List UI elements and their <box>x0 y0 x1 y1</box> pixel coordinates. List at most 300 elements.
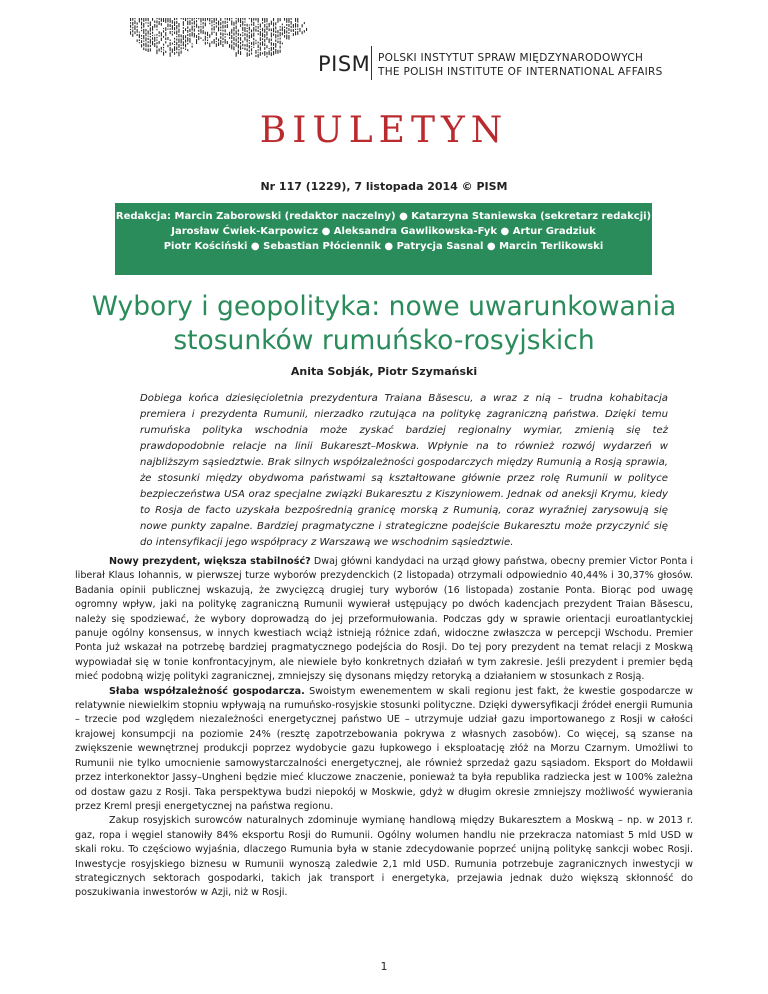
institute-name-pl: POLSKI INSTYTUT SPRAW MIĘDZYNARODOWYCH <box>378 52 644 64</box>
map-bar <box>192 43 193 44</box>
map-bar <box>137 26 138 28</box>
map-bar <box>154 24 155 28</box>
map-bar <box>280 46 281 49</box>
map-bar <box>238 29 239 31</box>
map-bar <box>214 24 215 25</box>
map-bar <box>192 32 193 37</box>
map-bar <box>262 52 263 54</box>
map-bar <box>284 35 285 37</box>
map-bar <box>172 43 173 45</box>
map-bar <box>185 40 186 43</box>
map-bar <box>167 45 168 47</box>
map-bar <box>242 18 243 20</box>
map-bar <box>222 38 223 41</box>
map-bar <box>161 51 162 52</box>
map-bar <box>297 18 298 23</box>
map-bar <box>288 24 289 27</box>
map-bar <box>275 49 276 54</box>
map-bar <box>242 35 243 37</box>
map-bar <box>282 32 283 35</box>
map-bar <box>295 23 296 28</box>
map-bar <box>161 38 162 41</box>
map-bar <box>130 22 131 24</box>
map-bar <box>249 42 250 44</box>
article-abstract: Dobiega końca dziesięcioletnia prezydentura Traiana Băsescu, a wraz z nią – trudna kohabitacja premiera i prezydenta Rumunii, nierzadko rzutująca na politykę zagraniczną państwa. Dzięki temu rumuńska polityka wschodnia może zyskać bardziej regionalny wymiar, zmienią się też prawdopodobnie relacje na linii Bukareszt–Moskwa. Wpłynie na to również rozwój wydarzeń w najbliższym sąsiedztwie. Brak silnych współzależności gospodarczych między Rumunią a Rosją sprawia, że stosunki między obydwoma państwami są kształtowane głównie przez rolę Rumunii w polityce bezpieczeństwa USA oraz specjalne związki Bukaresztu z Kiszyniowem. Jednak od aneksji Krymu, kiedy to Rosja de facto uzyskała bezpośrednią granicę morską z Rumunią, coraz wyraźniej zarysowują się nowe punkty zapalne. Bardziej pragmatyczne i strategiczne podejście Bukaresztu może przyczynić się do intensyfikacji jego współpracy z Warszawą we wschodnim sąsiedztwie. <box>140 393 668 548</box>
map-bar <box>227 22 228 24</box>
map-bar <box>181 35 182 38</box>
world-map-logo-icon <box>128 14 308 112</box>
map-bar <box>286 30 287 33</box>
map-bar <box>207 40 208 42</box>
map-bar <box>132 34 133 37</box>
map-bar <box>176 52 177 54</box>
map-bar <box>209 34 210 37</box>
map-bar <box>139 34 140 38</box>
map-bar <box>170 24 171 27</box>
map-bar <box>214 32 215 33</box>
map-bar <box>214 39 215 44</box>
map-bar <box>141 35 142 37</box>
map-bar <box>253 41 254 45</box>
map-bar <box>130 31 131 34</box>
map-bar <box>183 27 184 29</box>
map-bar <box>277 18 278 23</box>
map-bar <box>176 31 177 35</box>
map-bar <box>192 26 193 31</box>
map-bar <box>240 24 241 27</box>
map-bar <box>159 49 160 52</box>
map-bar <box>238 41 239 43</box>
map-bar <box>242 48 243 49</box>
map-bar <box>251 34 252 38</box>
map-bar <box>141 27 142 29</box>
map-bar <box>266 24 267 25</box>
map-bar <box>185 49 186 50</box>
map-bar <box>187 49 188 51</box>
map-bar <box>178 23 179 27</box>
map-bar <box>236 52 237 57</box>
paragraph-text: Zakup rosyjskich surowców naturalnych zdominuje wymianę handlową między Bukaresztem a Moskwą – np. w 2013 r. gaz, ropa i węgiel stanowiły 84% eksportu Rosji do Rumunii. Ogólny wolumen handlu nie przekracza natomiast 5 mld USD w skali roku. To częściowo wyjaśnia, dlaczego Rumunia była w stanie zdecydowanie poprzeć unijną politykę sankcji wobec Rosji. Inwestycje rosyjskiego biznesu w Rumunii wynoszą zaledwie 2,1 mld USD. Rumunia potrzebuje zagranicznych inwestycji w strategicznych sektorach gospodarki, takich jak transport i energetyka, przejawia jednak dużo większą skłonność do poszukiwania inwestorów w Azji, niż w Rosji. <box>75 815 693 899</box>
map-bar <box>178 52 179 57</box>
map-bar <box>216 43 217 47</box>
map-bar <box>282 43 283 45</box>
map-bar <box>240 42 241 44</box>
map-bar <box>176 39 177 41</box>
map-bar <box>282 24 283 26</box>
map-bar <box>266 18 267 22</box>
map-bar <box>258 26 259 29</box>
map-bar <box>150 36 151 38</box>
map-bar <box>150 48 151 51</box>
map-bar <box>225 33 226 35</box>
map-bar <box>172 25 173 30</box>
map-bar <box>264 51 265 56</box>
paragraph-text: Swoistym ewenementem w skali regionu jest fakt, że kwestie gospodarcze w relatywnie niewielkim stopniu wpływają na rumuńsko-rosyjskie stosunki polityczne. Dzięki dywersyfikacji źródeł energii Rumunia – trzecie pod względem niezależności energetycznej państwo UE – utrzymuje udział gazu importowanego z Rosji w całości krajowej konsumpcji na poziomie 24% (resztę zapotrzebowania pokrywa z własnych zasobów). Co więcej, są szanse na zwiększenie wewnętrznej produkcji poprzez wydobycie gazu łupkowego i eksploatację złóż na Morzu Czarnym. Umożliwi to Rumunii nie tylko umocnienie samowystarczalności energetycznej, ale również sprzedaż gazu sąsiadom. Eksport do Mołdawii przez interkonektor Jassy–Ungheni będzie mieć kluczowe znaczenie, ponieważ ta była republika radziecka jest w 100% zależna od dostaw gazu z Rosji. Taka perspektywa budzi niepokój w Moskwie, gdyż w długim okresie zmniejszy możliwość wywierania przez Kreml presji energetycznej na państwa regionu. <box>75 685 693 812</box>
map-bar <box>229 18 230 21</box>
map-bar <box>154 21 155 23</box>
map-bar <box>165 38 166 41</box>
map-bar <box>247 39 248 43</box>
map-bar <box>148 18 149 21</box>
map-bar <box>258 54 259 58</box>
map-bar <box>211 32 212 36</box>
map-bar <box>288 35 289 40</box>
map-bar <box>280 50 281 53</box>
map-bar <box>218 42 219 46</box>
map-bar <box>286 18 287 23</box>
map-bar <box>304 30 305 32</box>
map-bar <box>266 31 267 35</box>
map-bar <box>280 41 281 45</box>
map-bar <box>198 36 199 40</box>
map-bar <box>148 44 149 47</box>
map-bar <box>209 43 210 47</box>
map-bar <box>163 47 164 48</box>
map-bar <box>251 30 252 33</box>
map-bar <box>183 30 184 34</box>
map-bar <box>260 52 261 56</box>
map-bar <box>258 24 259 25</box>
map-bar <box>238 18 239 22</box>
paragraph-text: Dwaj główni kandydaci na urząd głowy państwa, obecny premier Victor Ponta i liberał Klaus Iohannis, w pierwszej turze wyborów prezydenckich (2 listopada) otrzymali odpowiednio 40,44% i 30,37% głosów. Badania opinii publicznej wskazują, że zwycięzcą drugiej tury wyborów (16 listopada) zostanie Ponta. Biorąc pod uwagę ogromny wpływ, jaki na politykę zagraniczną Rumunii wywierał ustępujący po dwóch kadencjach prezydent Traian Băsescu, należy się spodziewać, że wybory doprowadzą do jej przeformułowania. Podczas gdy w sprawie orientacji euroatlantyckiej panuje ogólny konsensus, w innych kwestiach wciąż istnieją różnice zdań, widoczne zwłaszcza w percepcji Wschodu. Premier Ponta już wskazał na potrzebę bardziej pragmatycznego podejścia do Rosji. Do tej pory prezydent na temat relacji z Moskwą wypowiadał się w tonie konfrontacyjnym, ale niewiele było konkretnych działań w tym zakresie. Jeśli prezydent i premier będą mieć podobną wizję polityki zagranicznej, zmniejszy się dysonans między retoryką a działaniem w stosunkach z Rosją. <box>75 556 693 683</box>
map-bar <box>249 40 250 41</box>
map-bar <box>143 35 144 39</box>
map-bar <box>220 32 221 35</box>
map-bar <box>258 33 259 35</box>
map-bar <box>255 43 256 45</box>
map-bar <box>236 26 237 30</box>
map-bar <box>176 25 177 29</box>
map-bar <box>269 28 270 31</box>
map-bar <box>291 21 292 25</box>
map-bar <box>295 31 296 35</box>
article-body <box>75 555 693 901</box>
map-bar <box>264 24 265 28</box>
map-bar <box>178 29 179 33</box>
map-bar <box>174 32 175 34</box>
map-bar <box>233 33 234 36</box>
map-bar <box>214 18 215 23</box>
map-bar <box>196 18 197 19</box>
map-bar <box>240 34 241 36</box>
map-bar <box>172 20 173 24</box>
map-bar <box>152 37 153 39</box>
map-bar <box>156 39 157 40</box>
map-bar <box>271 52 272 56</box>
map-bar <box>185 18 186 21</box>
map-bar <box>192 22 193 24</box>
map-bar <box>198 33 199 35</box>
map-bar <box>143 41 144 42</box>
map-bar <box>170 18 171 23</box>
map-bar <box>262 18 263 21</box>
map-bar <box>145 29 146 32</box>
map-bar <box>167 24 168 28</box>
map-bar <box>255 26 256 28</box>
map-bar <box>211 41 212 43</box>
map-bar <box>154 35 155 36</box>
map-bar <box>229 44 230 48</box>
map-bar <box>150 27 151 31</box>
map-bar <box>275 34 276 38</box>
map-bar <box>238 33 239 36</box>
map-bar <box>244 27 245 32</box>
map-bar <box>145 43 146 48</box>
map-bar <box>247 34 248 38</box>
article-authors: Anita Sobják, Piotr Szymański <box>290 365 478 378</box>
map-bar <box>143 29 144 34</box>
map-bar <box>211 18 212 19</box>
map-bar <box>145 37 146 41</box>
map-bar <box>156 46 157 49</box>
map-bar <box>189 38 190 43</box>
map-bar <box>194 33 195 38</box>
map-bar <box>225 39 226 44</box>
map-bar <box>236 18 237 19</box>
map-bar <box>236 36 237 38</box>
map-bar <box>258 52 259 53</box>
map-bar <box>249 53 250 56</box>
map-bar <box>262 22 263 24</box>
map-bar <box>152 41 153 45</box>
map-bar <box>255 55 256 57</box>
map-bar <box>132 18 133 21</box>
map-bar <box>174 44 175 45</box>
map-bar <box>187 37 188 42</box>
map-bar <box>266 56 267 58</box>
map-bar <box>134 31 135 34</box>
map-bar <box>242 44 243 47</box>
map-bar <box>189 18 190 19</box>
map-bar <box>233 27 234 32</box>
map-bar <box>253 33 254 37</box>
map-bar <box>139 42 140 43</box>
map-bar <box>156 50 157 55</box>
map-bar <box>297 29 298 30</box>
map-bar <box>288 18 289 23</box>
map-bar <box>174 41 175 43</box>
map-bar <box>244 22 245 23</box>
map-bar <box>150 39 151 44</box>
map-bar <box>216 22 217 24</box>
map-bar <box>214 26 215 30</box>
map-bar <box>253 27 254 31</box>
map-bar <box>134 18 135 19</box>
map-bar <box>194 18 195 19</box>
map-bar <box>150 45 151 47</box>
map-bar <box>280 38 281 40</box>
map-bar <box>137 34 138 36</box>
map-bar <box>165 18 166 23</box>
map-bar <box>220 26 221 28</box>
map-bar <box>231 29 232 34</box>
map-bar <box>240 18 241 23</box>
map-bar <box>174 27 175 30</box>
map-bar <box>277 35 278 38</box>
map-bar <box>137 29 138 33</box>
map-bar <box>295 18 296 22</box>
map-bar <box>227 18 228 20</box>
map-bar <box>244 18 245 20</box>
map-bar <box>280 32 281 36</box>
map-bar <box>240 37 241 41</box>
map-bar <box>255 50 256 54</box>
map-bar <box>139 39 140 41</box>
map-bar <box>277 38 278 39</box>
map-bar <box>288 28 289 31</box>
map-bar <box>236 43 237 47</box>
map-bar <box>275 43 276 48</box>
map-bar <box>271 47 272 51</box>
map-bar <box>258 49 259 50</box>
map-bar <box>163 18 164 22</box>
map-bar <box>176 21 177 24</box>
map-bar <box>225 21 226 24</box>
map-bar <box>220 22 221 25</box>
logo-divider <box>371 46 372 80</box>
map-bar <box>260 29 261 30</box>
map-bar <box>291 26 292 28</box>
map-bar <box>163 28 164 29</box>
map-bar <box>148 31 149 35</box>
map-bar <box>141 44 142 47</box>
map-bar <box>192 46 193 48</box>
map-bar <box>262 28 263 32</box>
map-bar <box>271 42 272 46</box>
map-bar <box>262 38 263 40</box>
map-bar <box>163 44 164 46</box>
map-bar <box>273 22 274 26</box>
map-bar <box>273 51 274 55</box>
map-bar <box>156 42 157 44</box>
map-bar <box>130 18 131 21</box>
map-bar <box>249 35 250 39</box>
map-bar <box>194 29 195 32</box>
paragraph-lead: Słaba współzależność gospodarcza. <box>109 685 305 697</box>
map-bar <box>159 35 160 36</box>
map-bar <box>231 18 232 19</box>
map-bar <box>258 45 259 48</box>
map-bar <box>132 30 133 33</box>
map-bar <box>231 20 232 25</box>
map-bar <box>242 32 243 33</box>
map-bar <box>163 49 164 50</box>
map-bar <box>238 50 239 55</box>
map-bar <box>293 29 294 32</box>
map-bar <box>132 27 133 29</box>
map-bar <box>172 49 173 53</box>
map-bar <box>260 24 261 28</box>
map-bar <box>181 45 182 46</box>
map-bar <box>205 32 206 35</box>
map-bar <box>189 33 190 37</box>
map-bar <box>143 48 144 51</box>
map-bar <box>200 26 201 28</box>
map-bar <box>165 27 166 31</box>
map-bar <box>200 37 201 39</box>
map-bar <box>176 42 177 46</box>
map-bar <box>284 18 285 21</box>
map-bar <box>242 27 243 31</box>
map-bar <box>170 52 171 57</box>
map-bar <box>297 31 298 35</box>
map-bar <box>211 28 212 31</box>
map-bar <box>165 32 166 36</box>
map-bar <box>260 37 261 41</box>
map-bar <box>159 21 160 25</box>
map-bar <box>216 32 217 36</box>
map-bar <box>258 42 259 44</box>
map-bar <box>231 35 232 39</box>
map-bar <box>167 37 168 40</box>
map-bar <box>236 20 237 24</box>
map-bar <box>211 25 212 27</box>
map-bar <box>236 30 237 34</box>
map-bar <box>286 35 287 40</box>
map-bar <box>161 47 162 50</box>
map-bar <box>273 47 274 50</box>
map-bar <box>159 31 160 34</box>
map-bar <box>264 29 265 33</box>
map-bar <box>196 20 197 22</box>
map-bar <box>266 45 267 48</box>
map-bar <box>220 40 221 45</box>
map-bar <box>137 39 138 41</box>
map-bar <box>187 18 188 19</box>
map-bar <box>231 40 232 43</box>
map-bar <box>176 47 177 51</box>
map-bar <box>181 51 182 54</box>
map-bar <box>222 30 223 32</box>
map-bar <box>198 18 199 19</box>
map-bar <box>181 18 182 19</box>
map-bar <box>225 25 226 28</box>
map-bar <box>233 42 234 45</box>
map-bar <box>255 18 256 21</box>
map-bar <box>269 38 270 43</box>
map-bar <box>247 48 248 51</box>
map-bar <box>273 18 274 21</box>
map-bar <box>271 39 272 41</box>
map-bar <box>284 27 285 29</box>
map-bar <box>222 41 223 43</box>
map-bar <box>150 33 151 35</box>
map-bar <box>183 18 184 20</box>
map-bar <box>291 18 292 20</box>
map-bar <box>258 18 259 23</box>
map-bar <box>165 51 166 53</box>
map-bar <box>218 21 219 26</box>
map-bar <box>203 18 204 21</box>
map-bar <box>141 30 142 31</box>
map-bar <box>156 25 157 28</box>
map-bar <box>264 18 265 23</box>
map-bar <box>209 23 210 24</box>
map-bar <box>266 26 267 30</box>
map-bar <box>187 26 188 29</box>
map-bar <box>306 28 307 31</box>
map-bar <box>247 52 248 56</box>
map-bar <box>154 37 155 42</box>
map-bar <box>251 48 252 51</box>
map-bar <box>264 34 265 38</box>
map-bar <box>145 33 146 37</box>
map-bar <box>156 37 157 39</box>
map-bar <box>156 20 157 23</box>
map-bar <box>302 31 303 34</box>
editorial-board <box>115 203 652 275</box>
map-bar <box>280 26 281 28</box>
